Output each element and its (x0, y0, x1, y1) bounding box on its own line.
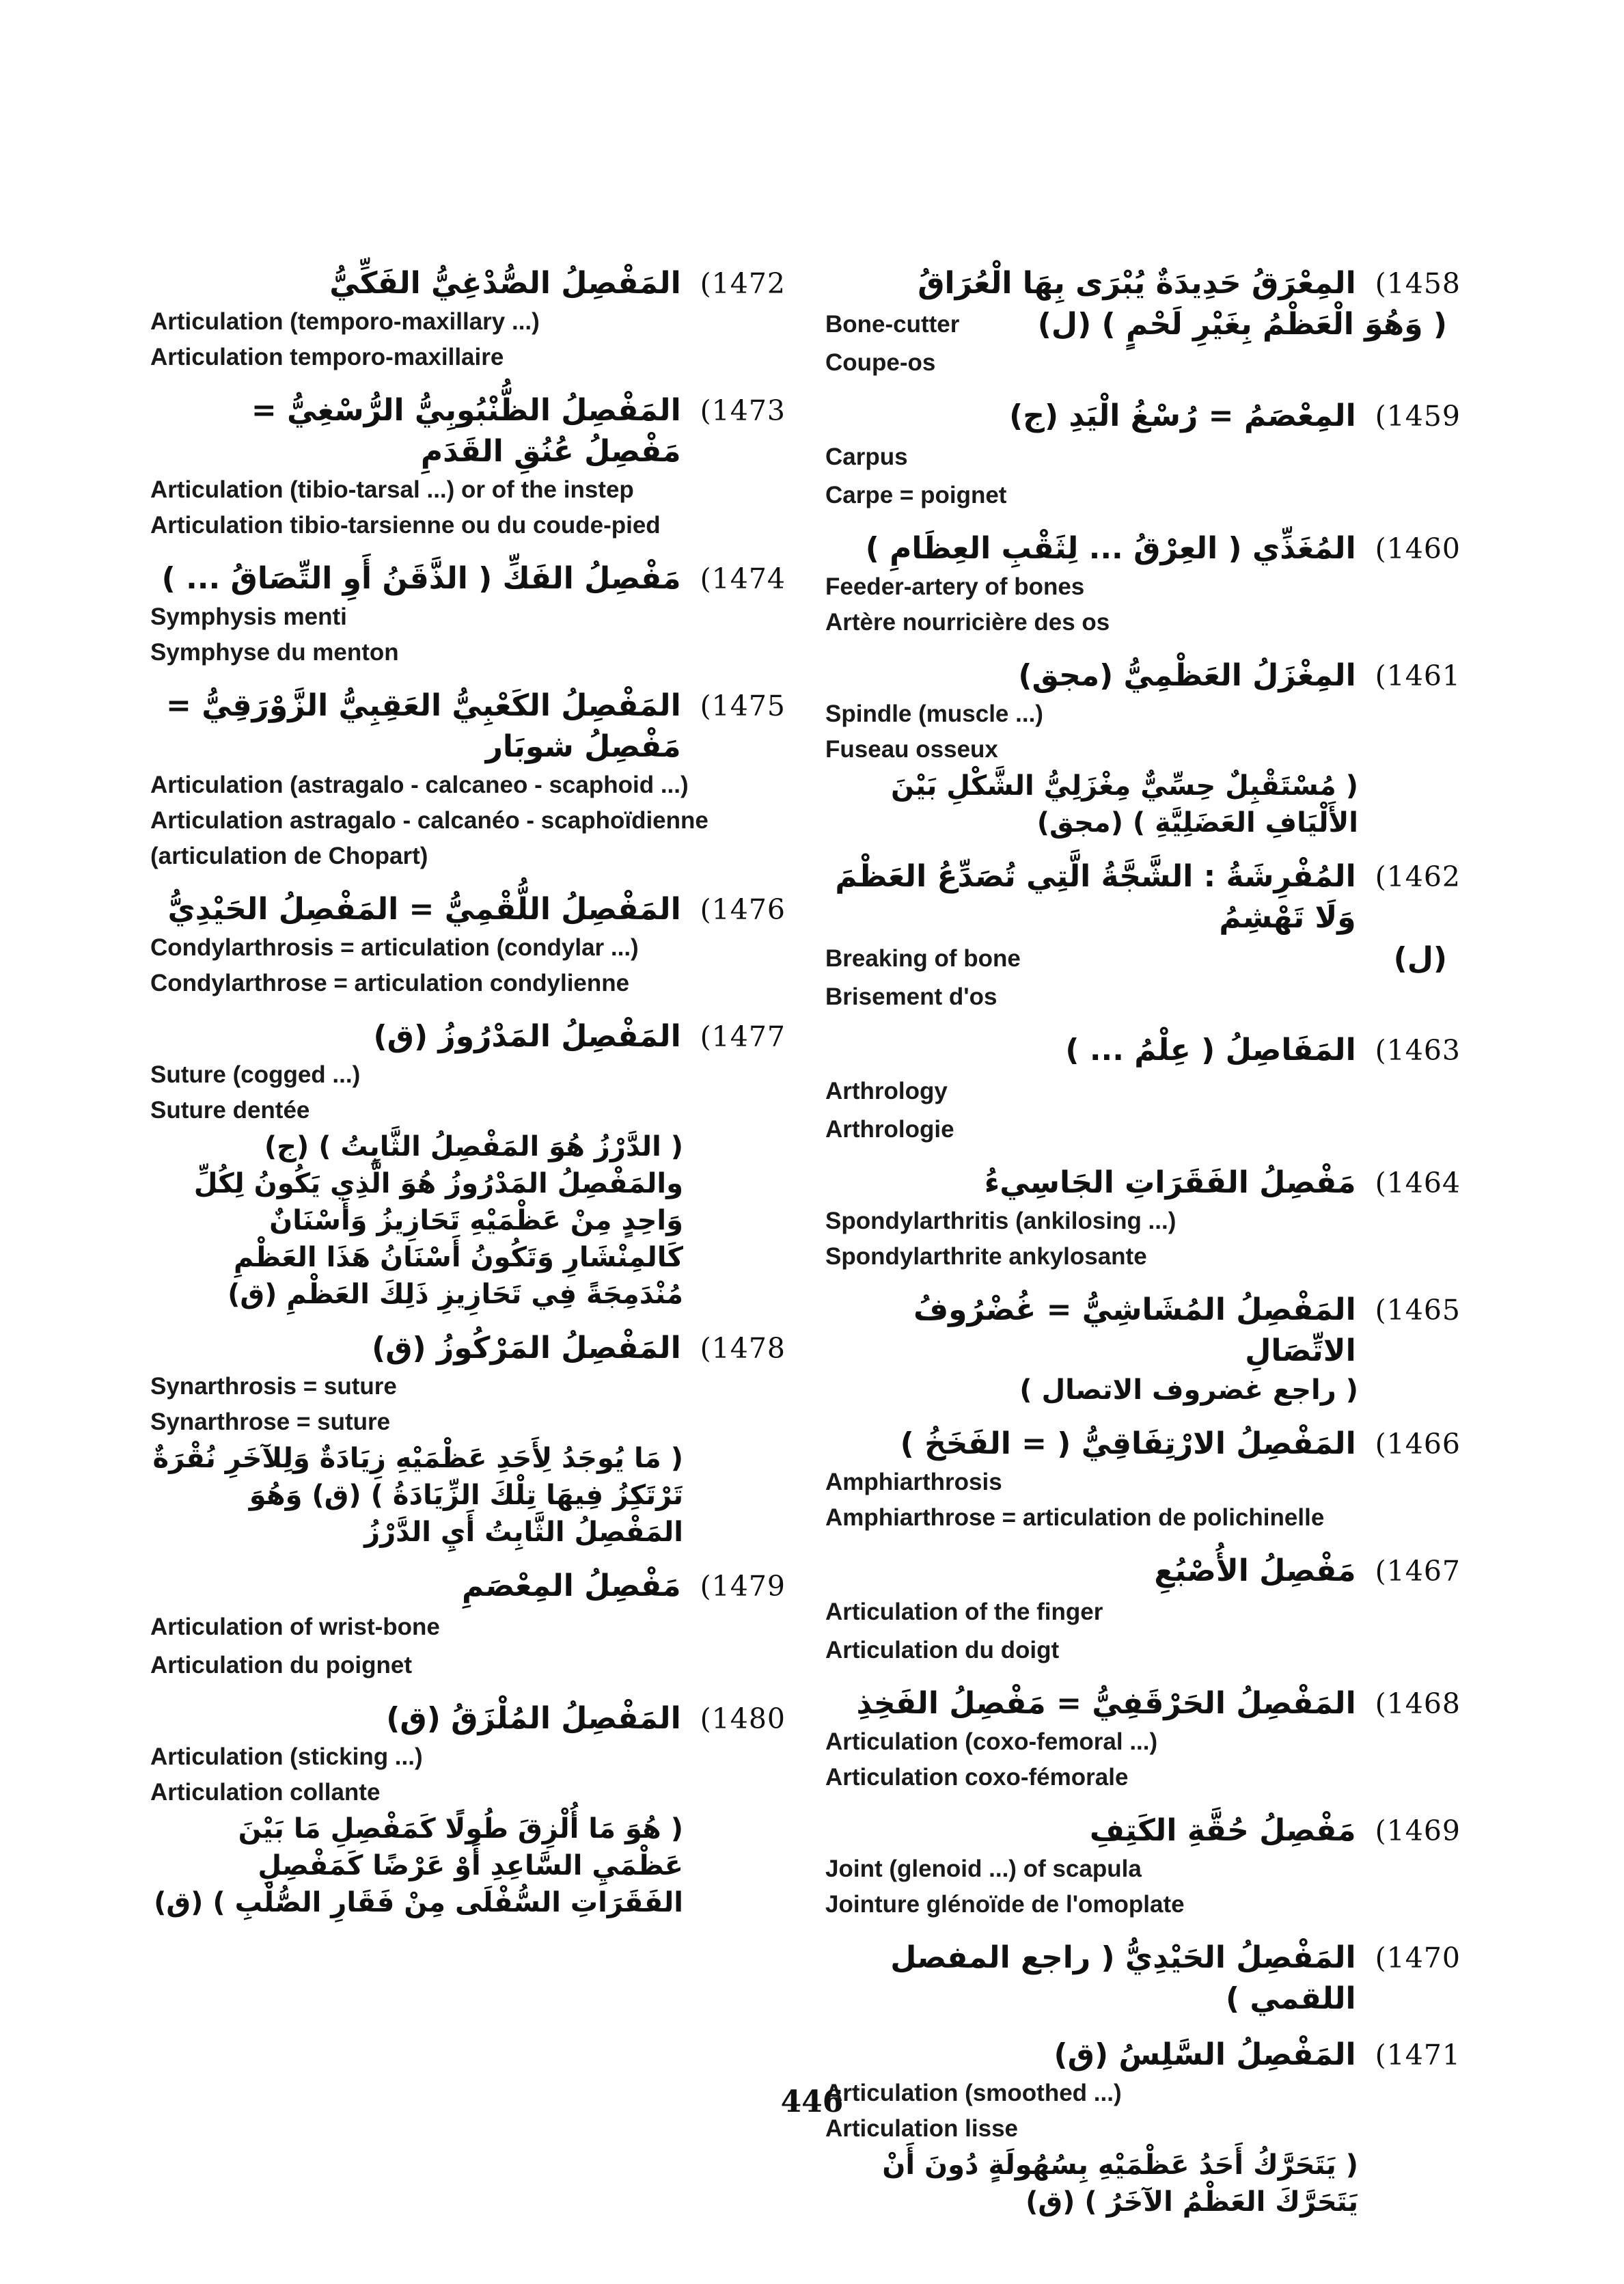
entry-heading-row (825, 2035, 1461, 2076)
dictionary-entry (825, 2035, 1461, 2220)
dictionary-entry (825, 856, 1461, 1015)
arabic-term: المَفْصِلُ المُلْزَقُ (ق) (386, 1701, 681, 1736)
entry-heading-row (825, 655, 1461, 696)
arabic-term: المِغْزَلُ العَظْمِيُّ (مجق) (1018, 658, 1356, 693)
entry-heading-row (150, 1566, 786, 1607)
entry-heading-row (825, 396, 1461, 437)
dictionary-entry (825, 1424, 1461, 1536)
entry-heading-row (825, 1424, 1461, 1465)
english-term: Articulation (sticking ...) (150, 1743, 423, 1770)
french-term: Articulation temporo-maxillaire (150, 344, 504, 370)
entry-heading-row (825, 1030, 1461, 1071)
inline-translation-row (825, 304, 1461, 345)
english-term: Articulation (temporo-maxillary ...) (150, 308, 540, 335)
entry-heading-row (825, 1938, 1461, 2020)
entry-number: (1475 (700, 690, 786, 722)
english-term: Breaking of bone (825, 945, 1021, 972)
dictionary-entry (825, 528, 1461, 640)
arabic-term: المَفْصِلُ الحَرْقَفِيُّ = مَفْصِلُ الفَخِذِ (856, 1686, 1356, 1721)
entry-number: (1461 (1375, 660, 1461, 692)
entry-number: (1473 (700, 394, 786, 427)
dictionary-entry (825, 655, 1461, 841)
entry-heading-row (825, 1551, 1461, 1592)
english-term: Articulation (coxo-femoral ...) (825, 1728, 1158, 1755)
english-term: Spondylarthritis (ankilosing ...) (825, 1208, 1176, 1234)
entry-number: (1462 (1375, 860, 1461, 893)
dictionary-entry (150, 1566, 786, 1683)
arabic-definition: ( هُوَ مَا أُلْزِقَ طُولًا كَمَفْصِلِ مَا بَيْنَ عَظْمَيِ السَّاعِدِ أَوْ عَرْضًا كَمَفْصِلِ الفَقَرَاتِ السُّفْلَى مِنْ فَقَارِ الصُّلْبِ ) (ق) (154, 1813, 683, 1918)
arabic-term: المِعْرَقُ حَدِيدَةٌ يُبْرَى بِهَا الْعُرَاقُ (918, 266, 1356, 301)
english-term: Arthrology (825, 1078, 948, 1104)
english-term: Feeder-artery of bones (825, 573, 1085, 600)
arabic-term: مَفْصِلُ الفَكِّ ( الذَّقَنُ أَوِ التِّصَاقُ ... ) (161, 561, 681, 596)
english-term: Amphiarthrosis (825, 1469, 1002, 1495)
entry-number: (1478 (700, 1332, 786, 1365)
entry-heading-row (150, 889, 786, 930)
french-term: Fuseau osseux (825, 736, 998, 763)
french-term: Synarthrose = suture (150, 1409, 391, 1435)
arabic-term: المَفْصِلُ الظُّنْبُوبِيُّ الرُّسْغِيُّ = مَفْصِلُ عُنُقِ القَدَمِ (251, 393, 681, 469)
french-term: Condylarthrose = articulation condylienne (150, 970, 630, 996)
entry-heading-row (825, 1163, 1461, 1204)
dictionary-entry (150, 685, 786, 874)
arabic-term: المَفْصِلُ السَّلِسُ (ق) (1054, 2037, 1356, 2072)
entry-heading-row (825, 528, 1461, 569)
dictionary-entry (825, 1810, 1461, 1922)
dictionary-entry (825, 263, 1461, 381)
entry-heading-row (825, 1290, 1461, 1372)
entry-number: (1460 (1375, 532, 1461, 565)
entry-heading-row (150, 1698, 786, 1739)
french-term: Spondylarthrite ankylosante (825, 1243, 1147, 1270)
english-term: Symphysis menti (150, 603, 347, 630)
arabic-gloss: ( وَهُوَ الْعَظْمُ بِغَيْرِ لَحْمٍ ) (ل) (1037, 307, 1447, 342)
entry-heading-row (150, 685, 786, 767)
arabic-term: المَفْصِلُ المُشَاشِيُّ = غُضْرُوفُ الاتِّصَالِ (913, 1292, 1356, 1368)
arabic-term: المَفْصِلُ الحَيْدِيُّ ( راجع المفصل اللقمي ) (890, 1940, 1356, 2016)
french-term: Amphiarthrose = articulation de polichinelle (825, 1504, 1325, 1531)
inline-translation-row (825, 938, 1461, 979)
entry-heading-row (150, 263, 786, 304)
dictionary-entry (150, 558, 786, 670)
arabic-definition: ( راجع غضروف الاتصال ) (1019, 1374, 1358, 1406)
dictionary-entry (150, 1016, 786, 1313)
entry-number: (1476 (700, 893, 786, 926)
dictionary-entry (825, 1683, 1461, 1795)
arabic-term: المَفْصِلُ المَدْرُوزُ (ق) (373, 1019, 681, 1054)
french-term: Brisement d'os (825, 983, 997, 1010)
dictionary-entry (825, 396, 1461, 513)
entry-number: (1466 (1375, 1428, 1461, 1460)
dictionary-entry (150, 889, 786, 1001)
entry-number: (1472 (700, 267, 786, 300)
english-term: Bone-cutter (825, 311, 960, 338)
dictionary-entry (825, 1163, 1461, 1275)
arabic-term: المُفْرِشَةُ : الشَّجَّةُ الَّتِي تُصَدِّعُ العَظْمَ وَلَا تَهْشِمُ (835, 859, 1356, 935)
arabic-definition: ( مَا يُوجَدُ لِأَحَدِ عَظْمَيْهِ زِيَادَةٌ وَلِلآخَرِ نُقْرَةٌ تَرْتَكِزُ فِيهَا تِلْكَ الزِّيَادَةُ ) (ق) وَهُوَ المَفْصِلُ الثَّابِتُ أَيِ الدَّرْزُ (152, 1443, 683, 1548)
french-term: Articulation tibio-tarsienne ou du coude-pied (150, 512, 661, 539)
french-term: Carpe = poignet (825, 482, 1007, 508)
french-term: Suture dentée (150, 1097, 310, 1124)
dictionary-entry (150, 390, 786, 543)
french-term: Arthrologie (825, 1116, 954, 1143)
page-number: 446 (780, 2084, 844, 2119)
arabic-term: المَفْصِلُ الصُّدْغِيُّ الفَكِّيُّ (329, 266, 681, 301)
arabic-term: مَفْصِلُ حُقَّةِ الكَتِفِ (1089, 1813, 1356, 1848)
dictionary-entry (150, 263, 786, 375)
entry-number: (1471 (1375, 2039, 1461, 2071)
dictionary-entry (150, 1328, 786, 1551)
english-term: Joint (glenoid ...) of scapula (825, 1855, 1142, 1882)
english-term: Carpus (825, 444, 908, 470)
dictionary-entry (825, 1290, 1461, 1409)
dictionary-entry (150, 1698, 786, 1921)
french-term: Articulation astragalo - calcanéo - scaphoïdienne (articulation de Chopart) (150, 807, 708, 869)
arabic-definition: ( مُسْتَقْبِلٌ حِسِّيٌّ مِغْزَلِيُّ الشَّكْلِ بَيْنَ الأَلْيَافِ العَضَلِيَّةِ ) (مجق) (891, 770, 1358, 839)
arabic-term: المِعْصَمُ = رُسْغُ الْيَدِ (ج) (1009, 398, 1356, 433)
arabic-term: المُغَذِّي ( العِرْقُ ... لِثَقْبِ العِظَامِ ) (865, 531, 1356, 566)
french-term: Jointure glénoïde de l'omoplate (825, 1891, 1185, 1918)
english-term: Spindle (muscle ...) (825, 701, 1043, 727)
entry-number: (1459 (1375, 400, 1461, 433)
entry-number: (1479 (700, 1570, 786, 1603)
arabic-term: المَفَاصِلُ ( عِلْمُ ... ) (1065, 1033, 1356, 1068)
right-column (825, 263, 1461, 2235)
entry-number: (1470 (1375, 1942, 1461, 1974)
english-term: Articulation (tibio-tarsal ...) or of the instep (150, 476, 634, 503)
inline-translation-row (825, 437, 1461, 478)
french-term: Articulation du doigt (825, 1637, 1060, 1663)
french-term: Articulation lisse (825, 2115, 1019, 2142)
entry-heading-row (825, 263, 1461, 304)
entry-number: (1480 (700, 1702, 786, 1735)
arabic-term: مَفْصِلُ الأُصْبُعِ (1154, 1553, 1356, 1588)
left-column (150, 263, 786, 1936)
entry-number: (1474 (700, 562, 786, 595)
french-term: Artère nourricière des os (825, 609, 1110, 636)
arabic-gloss: (ل) (1393, 941, 1447, 976)
english-term: Articulation (smoothed ...) (825, 2080, 1122, 2106)
english-term: Articulation (astragalo - calcaneo - scaphoid ...) (150, 772, 689, 798)
inline-translation-row (825, 1592, 1461, 1633)
entry-heading-row (150, 390, 786, 472)
entry-heading-row (150, 1328, 786, 1369)
french-term: Articulation coxo-fémorale (825, 1764, 1129, 1791)
english-term: Condylarthrosis = articulation (condylar ...) (150, 934, 639, 961)
french-term: Symphyse du menton (150, 639, 399, 666)
entry-number: (1469 (1375, 1814, 1461, 1847)
entry-number: (1458 (1375, 267, 1461, 300)
entry-number: (1477 (700, 1020, 786, 1053)
entry-number: (1463 (1375, 1034, 1461, 1067)
english-term: Synarthrosis = suture (150, 1373, 397, 1400)
arabic-definition: ( يَتَحَرَّكُ أَحَدُ عَظْمَيْهِ بِسُهُولَةٍ دُونَ أَنْ يَتَحَرَّكَ العَظْمُ الآخَرُ ) (ق) (882, 2149, 1358, 2218)
arabic-term: المَفْصِلُ اللُّقْمِيُّ = المَفْصِلُ الحَيْدِيُّ (167, 892, 681, 927)
arabic-term: المَفْصِلُ الكَعْبِيُّ العَقِبِيُّ الزَّوْرَقِيُّ = مَفْصِلُ شوبَار (166, 688, 681, 764)
dictionary-entry (825, 1030, 1461, 1147)
inline-translation-row (150, 1607, 786, 1648)
arabic-term: مَفْصِلُ المِعْصَمِ (462, 1568, 681, 1603)
entry-number: (1464 (1375, 1167, 1461, 1199)
french-term: Articulation collante (150, 1779, 381, 1806)
entry-heading-row (825, 1683, 1461, 1724)
french-term: Articulation du poignet (150, 1652, 413, 1678)
entry-number: (1467 (1375, 1555, 1461, 1588)
arabic-term: المَفْصِلُ الارْتِفَاقِيُّ ( = الفَخَخُ ) (900, 1426, 1356, 1461)
french-term: Coupe-os (825, 349, 936, 376)
entry-heading-row (150, 558, 786, 599)
entry-number: (1465 (1375, 1294, 1461, 1327)
dictionary-entry (825, 1551, 1461, 1668)
english-term: Suture (cogged ...) (150, 1061, 361, 1088)
arabic-term: المَفْصِلُ المَرْكُوزُ (ق) (372, 1331, 681, 1365)
inline-translation-row (825, 1071, 1461, 1112)
entry-heading-row (825, 1810, 1461, 1851)
dictionary-entry (825, 1938, 1461, 2020)
english-term: Articulation of the finger (825, 1599, 1103, 1625)
arabic-term: مَفْصِلُ الفَقَرَاتِ الجَاسِيءُ (984, 1165, 1356, 1200)
arabic-definition: ( الدَّرْزُ هُوَ المَفْصِلُ الثَّابِتُ ) (ج) والمَفْصِلُ المَدْرُوزُ هُوَ الَّذِي يَكُونُ لِكُلِّ وَاحِدٍ مِنْ عَظْمَيْهِ تَحَازِيزُ وَأَسْنَانٌ كَالمِنْشَارِ وَتَكُونُ أَسْنَانُ هَذَا العَظْمِ مُنْدَمِجَةً فِي تَحَازِيزِ ذَلِكَ العَظْمِ (ق) (193, 1131, 683, 1310)
entry-heading-row (150, 1016, 786, 1057)
entry-number: (1468 (1375, 1687, 1461, 1720)
entry-heading-row (825, 856, 1461, 938)
english-term: Articulation of wrist-bone (150, 1614, 440, 1640)
